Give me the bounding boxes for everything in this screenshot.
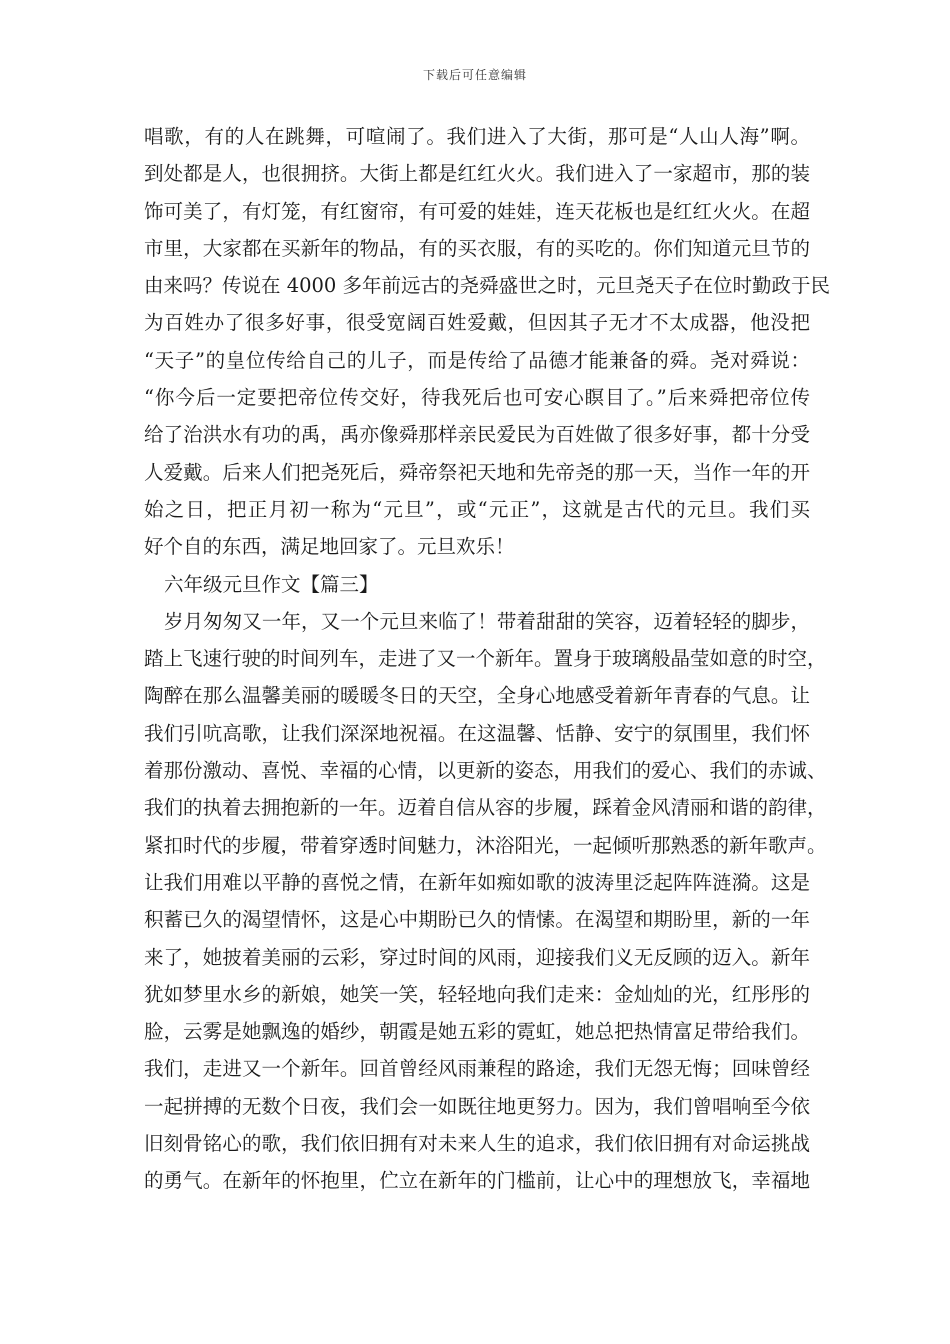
text-line: 唱歌，有的人在跳舞，可喧闹了。我们进入了大街，那可是“人山人海”啊。 [144, 125, 810, 148]
text-line: 犹如梦里水乡的新娘，她笑一笑，轻轻地向我们走来：金灿灿的光，红彤彤的 [144, 982, 810, 1006]
text-line: 我们的执着去拥抱新的一年。迈着自信从容的步履，踩着金风清丽和谐的韵律， [144, 796, 827, 820]
text-line: 人爱戴。后来人们把尧死后，舜帝祭祀天地和先帝尧的那一天，当作一年的开 [144, 460, 810, 484]
text-line: 的勇气。在新年的怀抱里，伫立在新年的门槛前，让心中的理想放飞，幸福地 [144, 1169, 810, 1193]
text-line: “天子”的皇位传给自己的儿子，而是传给了品德才能兼备的舜。尧对舜说： [144, 348, 810, 372]
text-line: 让我们用难以平静的喜悦之情，在新年如痴如歌的波涛里泛起阵阵涟漪。这是 [144, 870, 810, 894]
page-header: 下载后可任意编辑 [422, 68, 527, 82]
text-line: 由来吗？传说在 4000 多年前远古的尧舜盛世之时，元旦尧天子在位时勤政于民 [144, 274, 831, 298]
text-line: 饰可美了，有灯笼，有红窗帘，有可爱的娃娃，连天花板也是红红火火。在超 [144, 199, 810, 223]
text-line: 旧刻骨铭心的歌，我们依旧拥有对未来人生的追求，我们依旧拥有对命运挑战 [144, 1132, 810, 1156]
text-line: 紧扣时代的步履，带着穿透时间魅力，沐浴阳光，一起倾听那熟悉的新年歌声。 [144, 833, 827, 857]
text-line: 来了，她披着美丽的云彩，穿过时间的风雨，迎接我们义无反顾的迈入。新年 [144, 945, 810, 969]
text-line: “你今后一定要把帝位传交好，待我死后也可安心瞑目了。”后来舜把帝位传 [144, 386, 810, 410]
body-text [144, 118, 831, 1200]
text-line: 一起拼搏的无数个日夜，我们会一如既往地更努力。因为，我们曾唱响至今依 [144, 1094, 810, 1118]
text-line: 我们，走进又一个新年。回首曾经风雨兼程的路途，我们无怨无悔；回味曾经 [144, 1057, 810, 1081]
text-line: 岁月匆匆又一年，又一个元旦来临了！带着甜甜的笑容，迈着轻轻的脚步， [164, 609, 810, 633]
section-heading: 六年级元旦作文【篇三】 [164, 572, 379, 596]
text-line: 为百姓办了很多好事，很受宽阔百姓爱戴，但因其子无才不太成器，他没把 [144, 311, 810, 335]
text-line: 始之日，把正月初一称为“元旦”，或“元正”，这就是古代的元旦。我们买 [144, 497, 810, 521]
text-line: 我们引吭高歌，让我们深深地祝福。在这温馨、恬静、安宁的氛围里，我们怀 [144, 721, 810, 745]
text-line: 积蓄已久的渴望情怀，这是心中期盼已久的情愫。在渴望和期盼里，新的一年 [144, 908, 810, 932]
text-line: 市里，大家都在买新年的物品，有的买衣服，有的买吃的。你们知道元旦节的 [144, 236, 810, 260]
text-line: 着那份激动、喜悦、幸福的心情，以更新的姿态，用我们的爱心、我们的赤诚、 [144, 759, 827, 783]
text-line: 好个自的东西，满足地回家了。元旦欢乐！ [144, 535, 515, 559]
text-line: 到处都是人，也很拥挤。大街上都是红红火火。我们进入了一家超市，那的装 [144, 162, 810, 186]
text-line: 给了治洪水有功的禹，禹亦像舜那样亲民爱民为百姓做了很多好事，都十分受 [144, 423, 810, 447]
text-line: 脸，云雾是她飘逸的婚纱，朝霞是她五彩的霓虹，她总把热情富足带给我们。 [144, 1020, 810, 1044]
text-line: 陶醉在那么温馨美丽的暖暖冬日的天空，全身心地感受着新年青春的气息。让 [144, 684, 810, 708]
text-line: 踏上飞速行驶的时间列车，走进了又一个新年。置身于玻璃般晶莹如意的时空， [144, 647, 827, 671]
